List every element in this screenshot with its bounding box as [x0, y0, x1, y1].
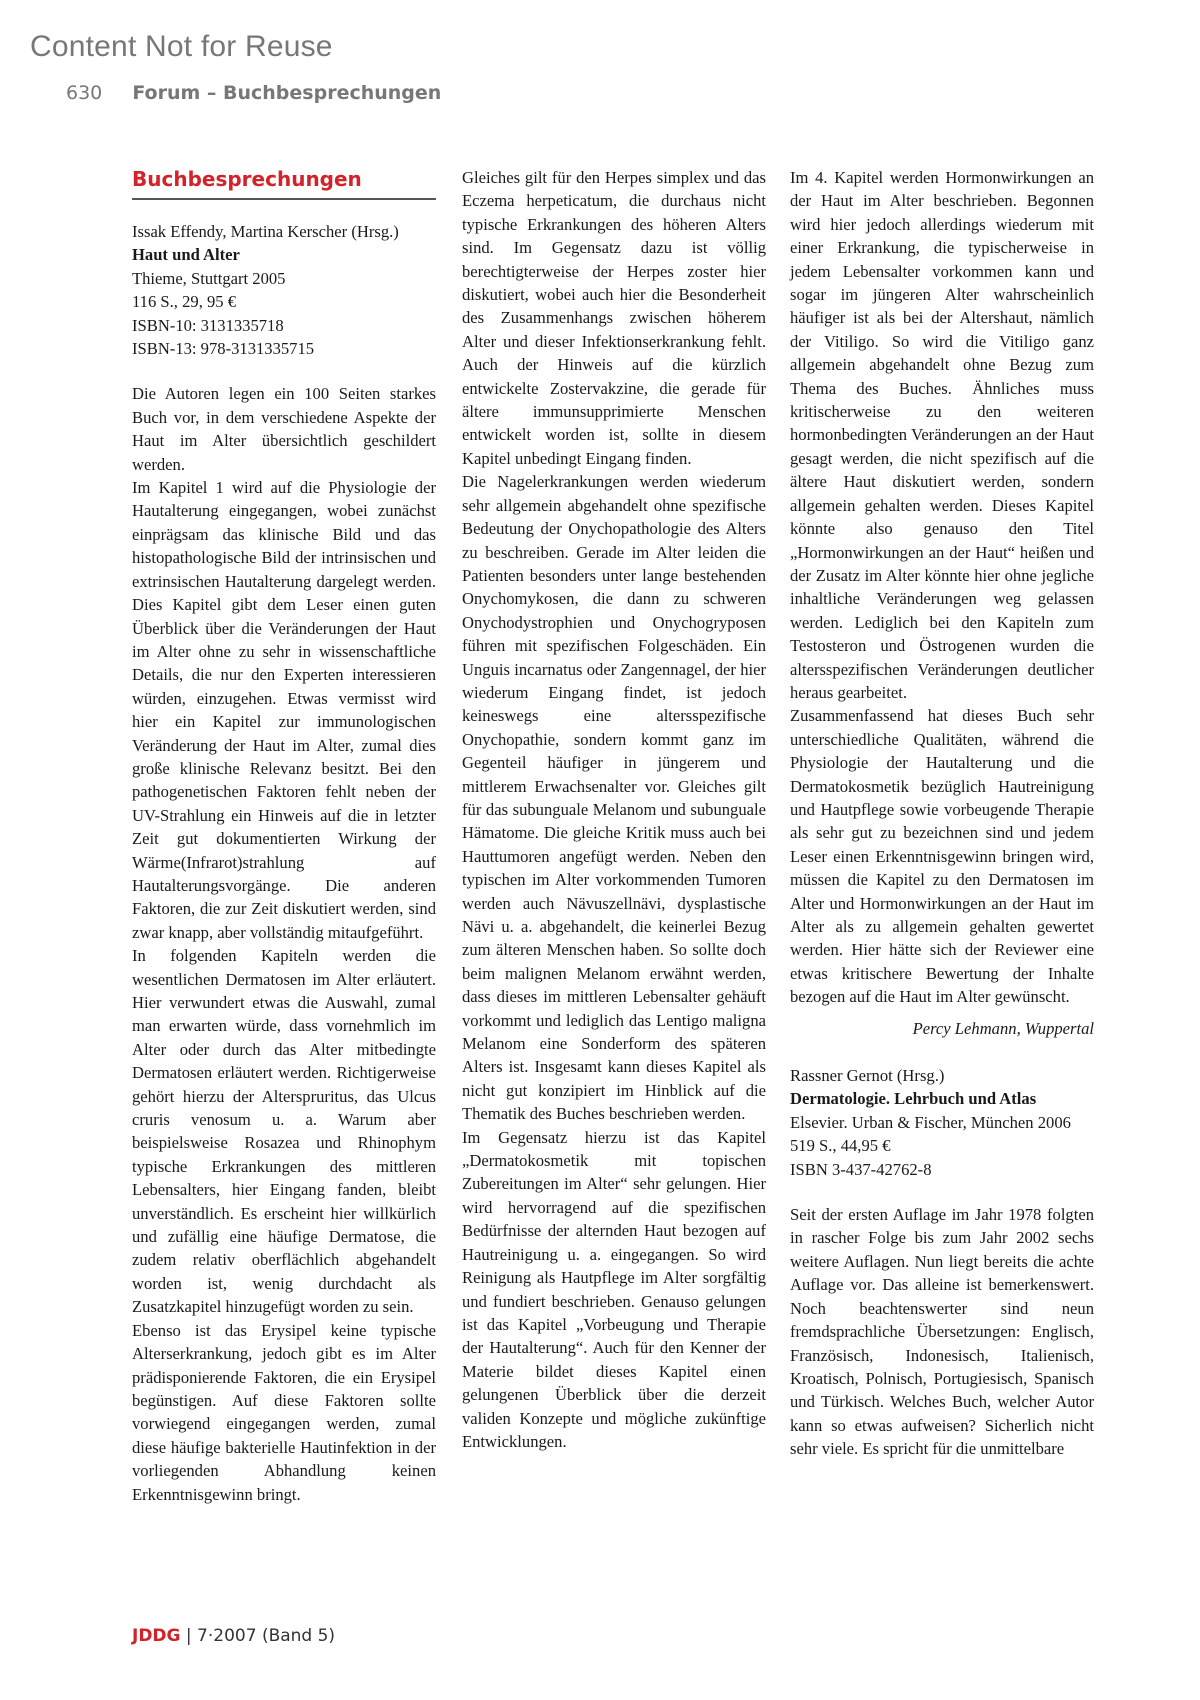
reviews-heading: Buchbesprechungen: [132, 166, 436, 200]
book-1-publisher: Thieme, Stuttgart 2005: [132, 268, 286, 288]
book-1-title: Haut und Alter: [132, 245, 240, 265]
book-1-pages-price: 116 S., 29, 95 €: [132, 292, 237, 312]
journal-name: JDDG: [132, 1626, 181, 1646]
book-2-pages-price: 519 S., 44,95 €: [790, 1136, 891, 1156]
column-2: [462, 166, 766, 1453]
review-1-paragraph: Die Nagelerkrankungen werden wiederum sehr allgemein abgehandelt ohne spezifische Bedeutung der Onychopathologie des Alters zu beschreiben. Gerade im Alter leiden die Patienten besonders unter lange bestehenden Onychomykosen, die dann zu schweren Onychodystrophien und Onychogryposen führen mit spezifischen Folgeschäden. Ein Unguis incarnatus oder Zangennagel, der hier wiederum Eingang findet, ist jedoch keineswegs eine altersspezifische Onychopathie, sondern kommt ganz im Gegenteil häufiger in jüngerem und mittlerem Erwachsenalter vor. Gleiches gilt für das subunguale Melanom und subunguale Hämatome. Die gleiche Kritik muss auch bei Hauttumoren angefügt werden. Neben den typischen im Alter vorkommenden Tumoren werden auch Nävuszellnävi, dysplastische Nävi u. a. abgehandelt, die keinerlei Bezug zum älteren Menschen haben. So sollte doch beim malignen Melanom erwähnt werden, dass dieses im mittleren Lebensalter gehäuft vorkommt und lediglich das Lentigo maligna Melanom eine Sonderform des späteren Alters ist. Insgesamt kann dieses Kapitel als nicht gut konzipiert im Hinblick auf die Thematik des Buches beschrieben werden.: [462, 472, 766, 1124]
review-1-signature: Percy Lehmann, Wuppertal: [912, 1018, 1094, 1038]
book-1-bibliography: [132, 220, 436, 360]
book-2-editors: Rassner Gernot (Hrsg.): [790, 1066, 945, 1086]
running-head: [66, 82, 441, 104]
journal-issue: | 7·2007 (Band 5): [180, 1626, 336, 1646]
review-1-paragraph: Ebenso ist das Erysipel keine typische Alterserkrankung, jedoch gibt es im Alter prädisponierende Faktoren, die ein Erysipel begünstigen. Auf diese Faktoren sollte vorwiegend eingegangen werden, zumal diese häufige bakterielle Hautinfektion in der vorliegenden Abhandlung keinen Erkenntnisgewinn bringt.: [132, 1320, 436, 1504]
review-1-paragraph: Zusammenfassend hat dieses Buch sehr unterschiedliche Qualitäten, während die Physiologie der Hautalterung und die Dermatokosmetik bezüglich Hautreinigung und Hautpflege sowie vorbeugende Therapie als sehr gut zu bezeichnen sind und jedem Leser einen Erkenntnisgewinn bringen wird, müssen die Kapitel zu den Dermatosen im Alter und Hormonwirkungen an der Haut im Alter als zu allgemein gehalten gewertet werden. Hier hätte sich der Reviewer eine etwas kritischere Bewertung der Inhalte bezogen auf die Haut im Alter gewünscht.: [790, 706, 1094, 1007]
page-number: 630: [66, 82, 103, 104]
review-1-paragraph: Im 4. Kapitel werden Hormonwirkungen an der Haut im Alter beschrieben. Begonnen wird hier jedoch allerdings wiederum mit einer Erkrankung, die typischerweise in jedem Lebensalter vorkommen kann und sogar im jüngeren Alter wahrscheinlich häufiger ist als bei der Altershaut, nämlich der Vitiligo. So wird die Vitiligo ganz allgemein abgehandelt ohne Bezug zum Thema des Buches. Ähnliches muss kritischerweise zu den weiteren hormonbedingten Veränderungen an der Haut gesagt werden, die nicht spezifisch auf die ältere Haut diskutiert werden, sondern allgemein gehalten werden. Dieses Kapitel könnte also genauso den Titel „Hormonwirkungen an der Haut“ heißen und der Zusatz im Alter könnte hier ohne jegliche inhaltliche Veränderungen weg gelassen werden. Lediglich bei den Kapiteln zum Testosteron und Östrogenen wurden die altersspezifischen Veränderungen deutlicher heraus gearbeitet.: [790, 168, 1094, 702]
book-1-isbn10: ISBN-10: 3131335718: [132, 315, 284, 335]
book-1-isbn13: ISBN-13: 978-3131335715: [132, 339, 315, 359]
book-2-publisher: Elsevier. Urban & Fischer, München 2006: [790, 1112, 1071, 1132]
column-1: [132, 166, 436, 1506]
column-3: [790, 166, 1094, 1461]
review-1-paragraph: Im Gegensatz hierzu ist das Kapitel „Dermatokosmetik mit topischen Zubereitungen im Alter“ sehr gelungen. Hier wird hervorragend auf die spezifischen Bedürfnisse der alternden Haut bezogen auf Hautreinigung u. a. eingegangen. So wird Reinigung als Hautpflege im Alter sorgfältig und fundiert beschrieben. Genauso gelungen ist das Kapitel „Vorbeugung und Therapie der Hautalterung“. Auch für den Kenner der Materie bildet dieses Kapitel einen gelungenen Überblick über die derzeit validen Konzepte und mögliche zukünftige Entwicklungen.: [462, 1127, 766, 1451]
review-1-paragraph: In folgenden Kapiteln werden die wesentlichen Dermatosen im Alter erläutert. Hier verwundert etwas die Auswahl, zumal man erwarten würde, dass vornehmlich im Alter oder durch das Alter mitbedingte Dermatosen erläutert werden. Richtigerweise gehört hierzu der Alterspruritus, das Ulcus cruris venosum u. a. Warum aber beispielsweise Rosazea und Rhinophym typische Erkrankungen des mittleren Lebensalters, hier Eingang fanden, bleibt unverständlich. Es erscheint hier willkürlich und zufällig eine häufige Dermatose, die zudem relativ oberflächlich abgehandelt worden ist, wenig durchdacht als Zusatzkapitel hinzugefügt worden zu sein.: [132, 946, 436, 1317]
review-1-paragraph: Gleiches gilt für den Herpes simplex und das Eczema herpeticatum, die durchaus nicht typische Erkrankungen des höheren Alters sind. Im Gegensatz dazu ist völlig berechtigterweise der Herpes zoster hier diskutiert, wobei auch hier die Besonderheit des Zusammenhangs zwischen höherem Alter und dieser Infektionserkrankung fehlt. Auch der Hinweis auf die kürzlich entwickelte Zostervakzine, die gerade für ältere immunsupprimierte Menschen entwickelt worden ist, sollte in diesem Kapitel unbedingt Eingang finden.: [462, 168, 766, 468]
book-2-title: Dermatologie. Lehrbuch und Atlas: [790, 1089, 1037, 1109]
page-footer: [132, 1626, 335, 1646]
book-2-isbn: ISBN 3-437-42762-8: [790, 1159, 932, 1179]
section-title: Forum – Buchbesprechungen: [132, 82, 442, 104]
review-2-paragraph: Seit der ersten Auflage im Jahr 1978 folgten in rascher Folge bis zum Jahr 2002 sechs weitere Auflagen. Nun liegt bereits die achte Auflage vor. Das alleine ist bemerkenswert. Noch beachtenswerter sind neun fremdsprachliche Übersetzungen: Englisch, Französisch, Indonesisch, Italienisch, Kroatisch, Polnisch, Portugiesisch, Spanisch und Türkisch. Welches Buch, welcher Autor kann so etwas aufweisen? Sicherlich nicht sehr viele. Es spricht für die unmittelbare: [790, 1205, 1094, 1459]
review-1-paragraph: Im Kapitel 1 wird auf die Physiologie der Hautalterung eingegangen, wobei zunächst einprägsam das klinische Bild und das histopathologische Bild der intrinsischen und extrinsischen Hautalterung dargelegt werden. Dies Kapitel gibt dem Leser einen guten Überblick über die Veränderungen der Haut im Alter ohne zu sehr in wissenschaftliche Details, die nur den Experten interessieren würden, einzugehen. Etwas vermisst wird hier ein Kapitel zur immunologischen Veränderung der Haut im Alter, zumal dies große klinische Relevanz besitzt. Bei den pathogenetischen Faktoren fehlt neben der UV-Strahlung ein Hinweis auf die in letzter Zeit gut dokumentierten Wirkung der Wärme(Infrarot)strahlung auf Hautalterungsvorgänge. Die anderen Faktoren, die zur Zeit diskutiert werden, sind zwar knapp, aber vollständig mitaufgeführt.: [132, 478, 436, 942]
watermark-text: Content Not for Reuse: [30, 30, 333, 63]
review-1-paragraph: Die Autoren legen ein 100 Seiten starkes Buch vor, in dem verschiedene Aspekte der Haut im Alter übersichtlich geschildert werden.: [132, 384, 436, 474]
book-2-bibliography: [790, 1064, 1094, 1181]
book-1-editors: Issak Effendy, Martina Kerscher (Hrsg.): [132, 222, 399, 241]
